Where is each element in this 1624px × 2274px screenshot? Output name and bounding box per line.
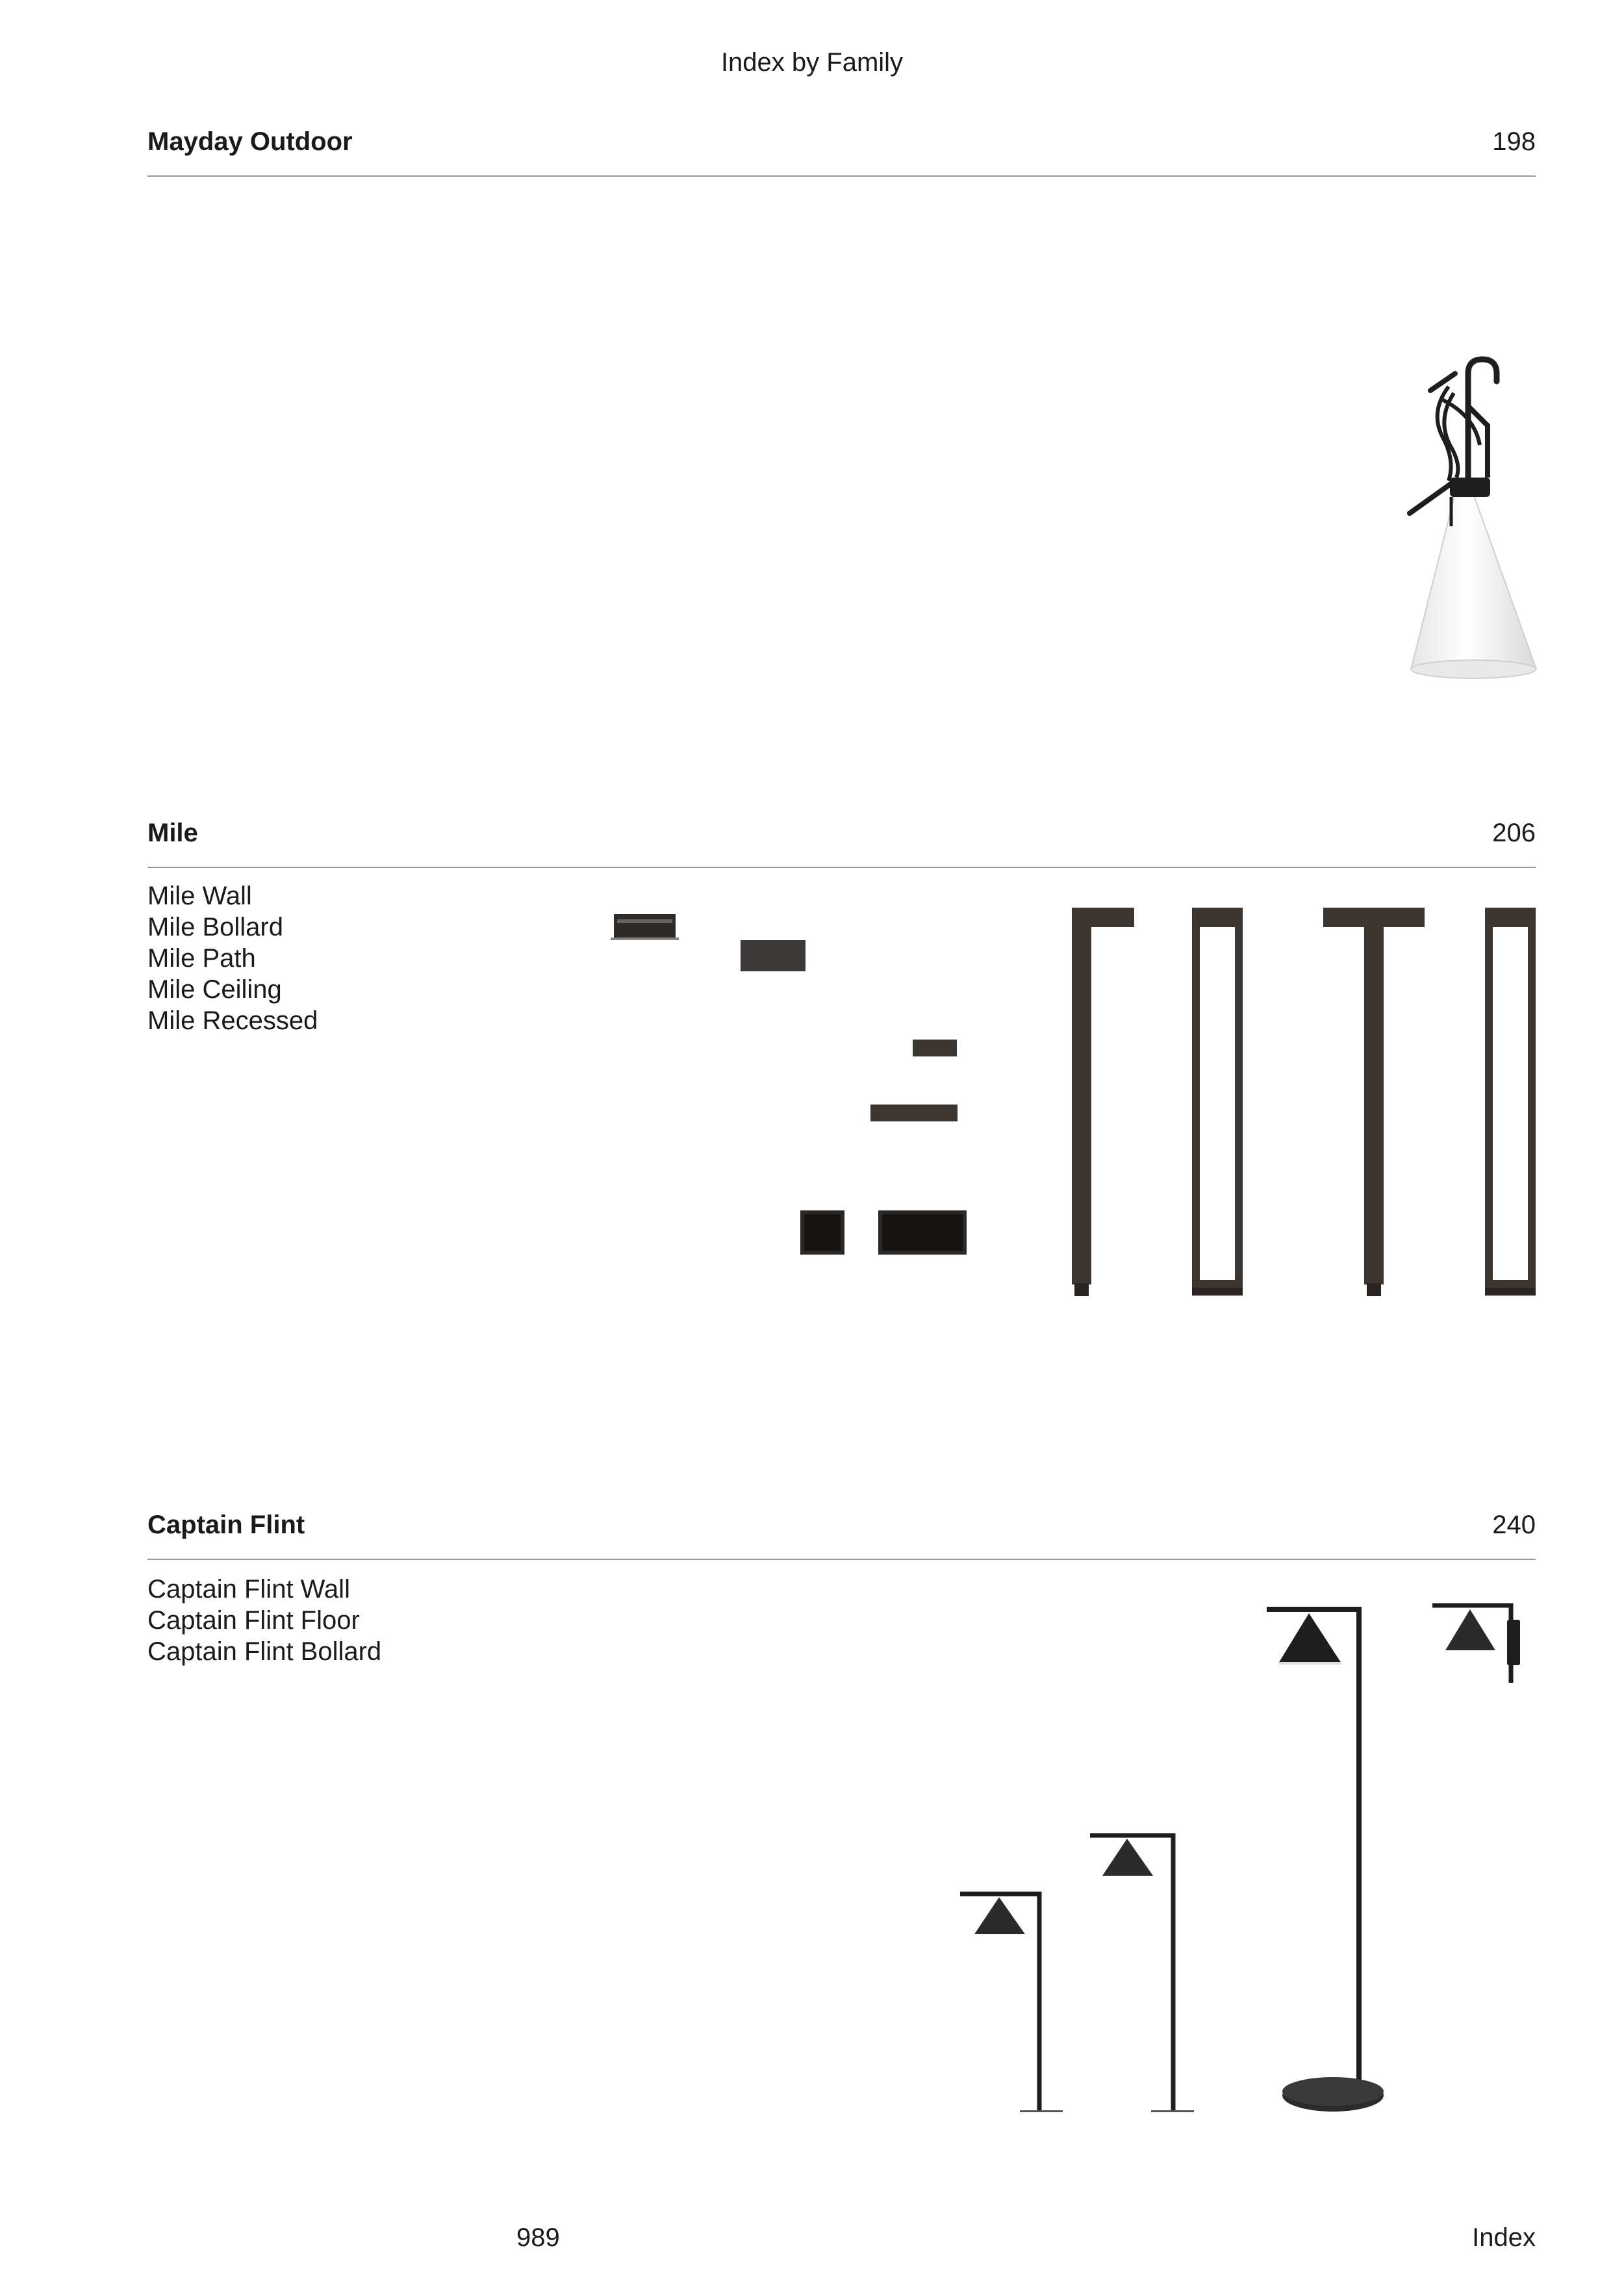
product-item-mile-wall: Mile Wall bbox=[147, 882, 252, 910]
family-page-number: 206 bbox=[1492, 819, 1536, 847]
product-list bbox=[147, 880, 318, 1036]
family-page-number: 240 bbox=[1492, 1511, 1536, 1539]
family-title: Mayday Outdoor bbox=[147, 127, 353, 156]
captain-flint-products-image bbox=[948, 1595, 1533, 2128]
family-title: Mile bbox=[147, 819, 198, 847]
product-item-mile-ceiling: Mile Ceiling bbox=[147, 975, 282, 1004]
footer-section-label: Index bbox=[1472, 2223, 1536, 2252]
section-divider bbox=[147, 175, 1536, 177]
page-header-title: Index by Family bbox=[720, 48, 904, 77]
product-item-mile-bollard: Mile Bollard bbox=[147, 913, 283, 941]
product-item-mile-recessed: Mile Recessed bbox=[147, 1006, 318, 1035]
product-item-captain-flint-bollard: Captain Flint Bollard bbox=[147, 1637, 382, 1666]
family-page-number: 198 bbox=[1492, 127, 1536, 156]
footer-page-number: 989 bbox=[516, 2223, 560, 2252]
product-list bbox=[147, 1574, 381, 1667]
family-title: Captain Flint bbox=[147, 1511, 305, 1539]
product-item-captain-flint-floor: Captain Flint Floor bbox=[147, 1606, 360, 1635]
section-divider bbox=[147, 1559, 1536, 1560]
section-divider bbox=[147, 867, 1536, 868]
mile-products-image bbox=[611, 906, 1540, 1303]
product-item-mile-path: Mile Path bbox=[147, 944, 256, 973]
mayday-outdoor-lamp-image bbox=[1403, 354, 1546, 685]
product-item-captain-flint-wall: Captain Flint Wall bbox=[147, 1575, 350, 1603]
